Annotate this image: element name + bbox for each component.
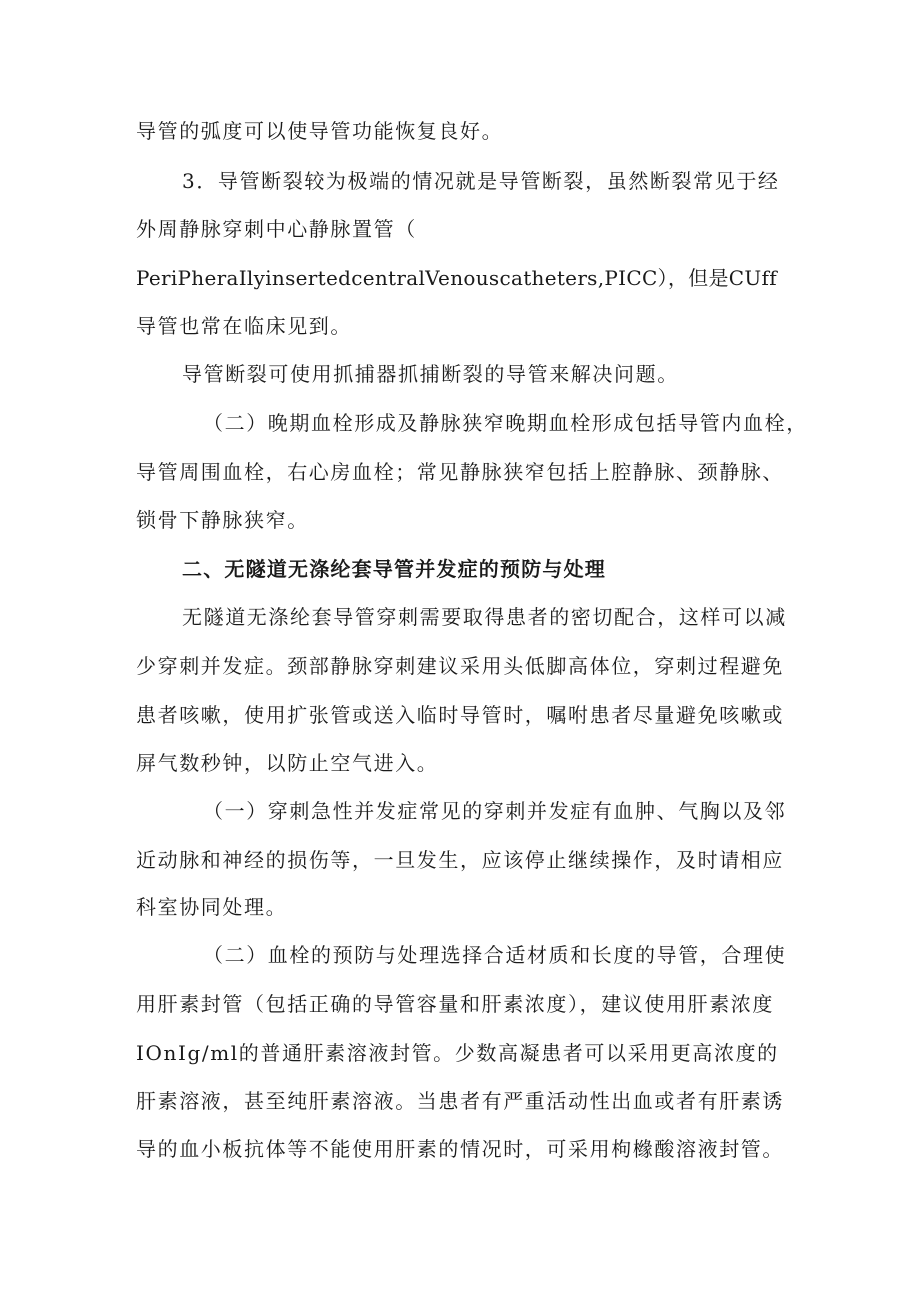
paragraph-line: 用肝素封管（包括正确的导管容量和肝素浓度），建议使用肝素浓度 [136, 992, 774, 1016]
paragraph-line: PeriPheraIlyinsertedcentralVenouscatheters,PICC），但是CUff [136, 266, 777, 290]
paragraph-line: （一）穿刺急性并发症常见的穿刺并发症有血肿、气胸以及邻 [203, 799, 787, 823]
paragraph-line: 导的血小板抗体等不能使用肝素的情况时，可采用枸橼酸溶液封管。 [136, 1137, 784, 1161]
paragraph-line: 3．导管断裂较为极端的情况就是导管断裂，虽然断裂常见于经 [182, 169, 780, 193]
paragraph-line: （二）血栓的预防与处理选择合适材质和长度的导管，合理使 [203, 943, 787, 967]
section-heading: 二、无隧道无涤纶套导管并发症的预防与处理 [182, 557, 606, 581]
paragraph-line: 近动脉和神经的损伤等，一旦发生，应该停止继续操作，及时请相应 [136, 848, 784, 872]
paragraph-line: 无隧道无涤纶套导管穿刺需要取得患者的密切配合，这样可以减 [182, 605, 787, 629]
paragraph-line: 肝素溶液，甚至纯肝素溶液。当患者有严重活动性出血或者有肝素诱 [136, 1089, 784, 1113]
paragraph-line: （二）晚期血栓形成及静脉狭窄晚期血栓形成包括导管内血栓， [203, 411, 808, 435]
paragraph-line: 锁骨下静脉狭窄。 [136, 508, 309, 532]
paragraph-line: 导管也常在临床见到。 [136, 314, 352, 338]
paragraph-line: 科室协同处理。 [136, 895, 288, 919]
paragraph-line: 导管断裂可使用抓捕器抓捕断裂的导管来解决问题。 [182, 362, 679, 386]
paragraph-line: 外周静脉穿刺中心静脉置管（ [136, 217, 417, 241]
paragraph-line: 导管的弧度可以使导管功能恢复良好。 [136, 119, 504, 143]
paragraph-line: 少穿刺并发症。颈部静脉穿刺建议采用头低脚高体位，穿刺过程避免 [136, 654, 784, 678]
paragraph-line: 屏气数秒钟，以防止空气进入。 [136, 751, 439, 775]
paragraph-line: 导管周围血栓，右心房血栓；常见静脉狭窄包括上腔静脉、颈静脉、 [136, 460, 784, 484]
paragraph-line: 患者咳嗽，使用扩张管或送入临时导管时，嘱咐患者尽量避免咳嗽或 [136, 703, 784, 727]
paragraph-line: IOnIg/ml的普通肝素溶液封管。少数高凝患者可以采用更高浓度的 [136, 1041, 779, 1065]
